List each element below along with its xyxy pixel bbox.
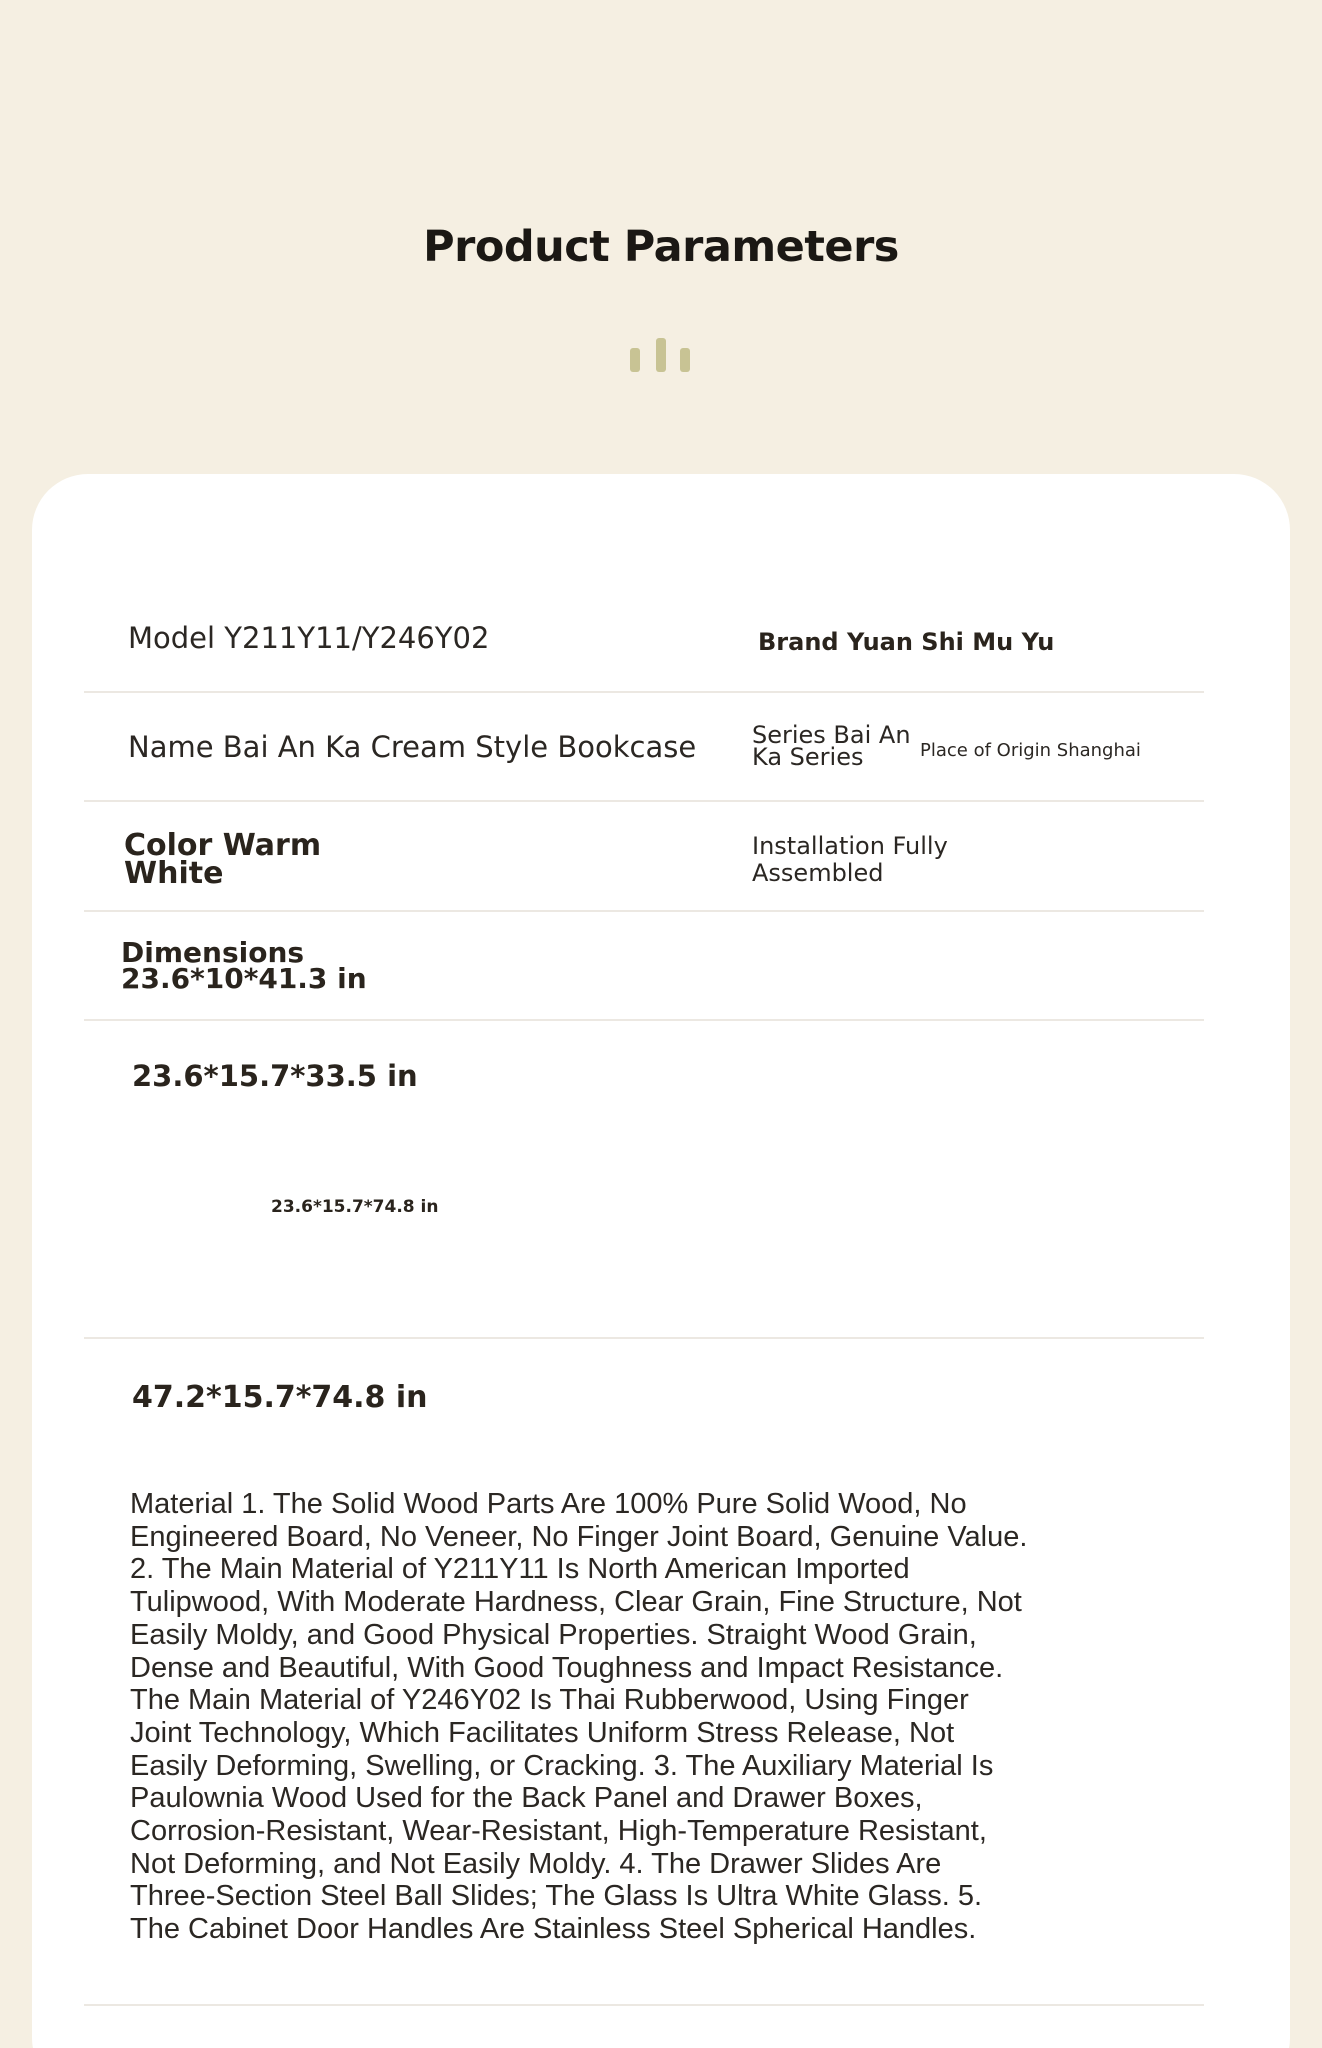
name-value: Name Bai An Ka Cream Style Bookcase: [128, 730, 697, 764]
dimensions-value: Dimensions 23.6*10*41.3 in: [121, 936, 367, 995]
row-divider: [84, 691, 1204, 693]
origin-value: Place of Origin Shanghai: [920, 740, 1141, 761]
page-title: Product Parameters: [423, 222, 899, 272]
color-value: Color Warm White: [124, 828, 322, 891]
row-divider: [84, 910, 1204, 912]
title-decoration-icon: [630, 338, 692, 372]
dimension-option-3: 23.6*15.7*74.8 in: [271, 1197, 439, 1217]
dimension-option-2: 23.6*15.7*33.5 in: [132, 1059, 418, 1093]
brand-value: Brand Yuan Shi Mu Yu: [758, 628, 1055, 656]
model-value: Model Y211Y11/Y246Y02: [128, 621, 490, 655]
dimension-option-4: 47.2*15.7*74.8 in: [132, 1380, 428, 1415]
series-value: Series Bai An Ka Series: [752, 721, 911, 771]
installation-value: Installation Fully Assembled: [752, 832, 948, 887]
row-divider: [84, 1337, 1204, 1339]
row-divider: [84, 1019, 1204, 1021]
row-divider: [84, 2004, 1204, 2006]
material-description: Material 1. The Solid Wood Parts Are 100% Pure Solid Wood, No Engineered Board, No Veneer, No Finger Joint Board, Genuine Value. 2. The Main Material of Y211Y11 Is North American Imported Tulipwood, With Moderate Hardness, Clear Grain, Fine Structure, Not Easily Moldy, and Good Physical Properties. Straight Wood Grain, Dense and Beautiful, With Good Toughness and Impact Resistance. The Main Material of Y246Y02 Is Thai Rubberwood, Using Finger Joint Technology, Which Facilitates Uniform Stress Release, Not Easily Deforming, Swelling, or Cracking. 3. The Auxiliary Material Is Paulownia Wood Used for the Back Panel and Drawer Boxes, Corrosion-Resistant, Wear-Resistant, High-Temperature Resistant, Not Deforming, and Not Easily Moldy. 4. The Drawer Slides Are Three-Section Steel Ball Slides; The Glass Is Ultra White Glass. 5. The Cabinet Door Handles Are Stainless Steel Spherical Handles.: [130, 1488, 1028, 1946]
row-divider: [84, 800, 1204, 802]
